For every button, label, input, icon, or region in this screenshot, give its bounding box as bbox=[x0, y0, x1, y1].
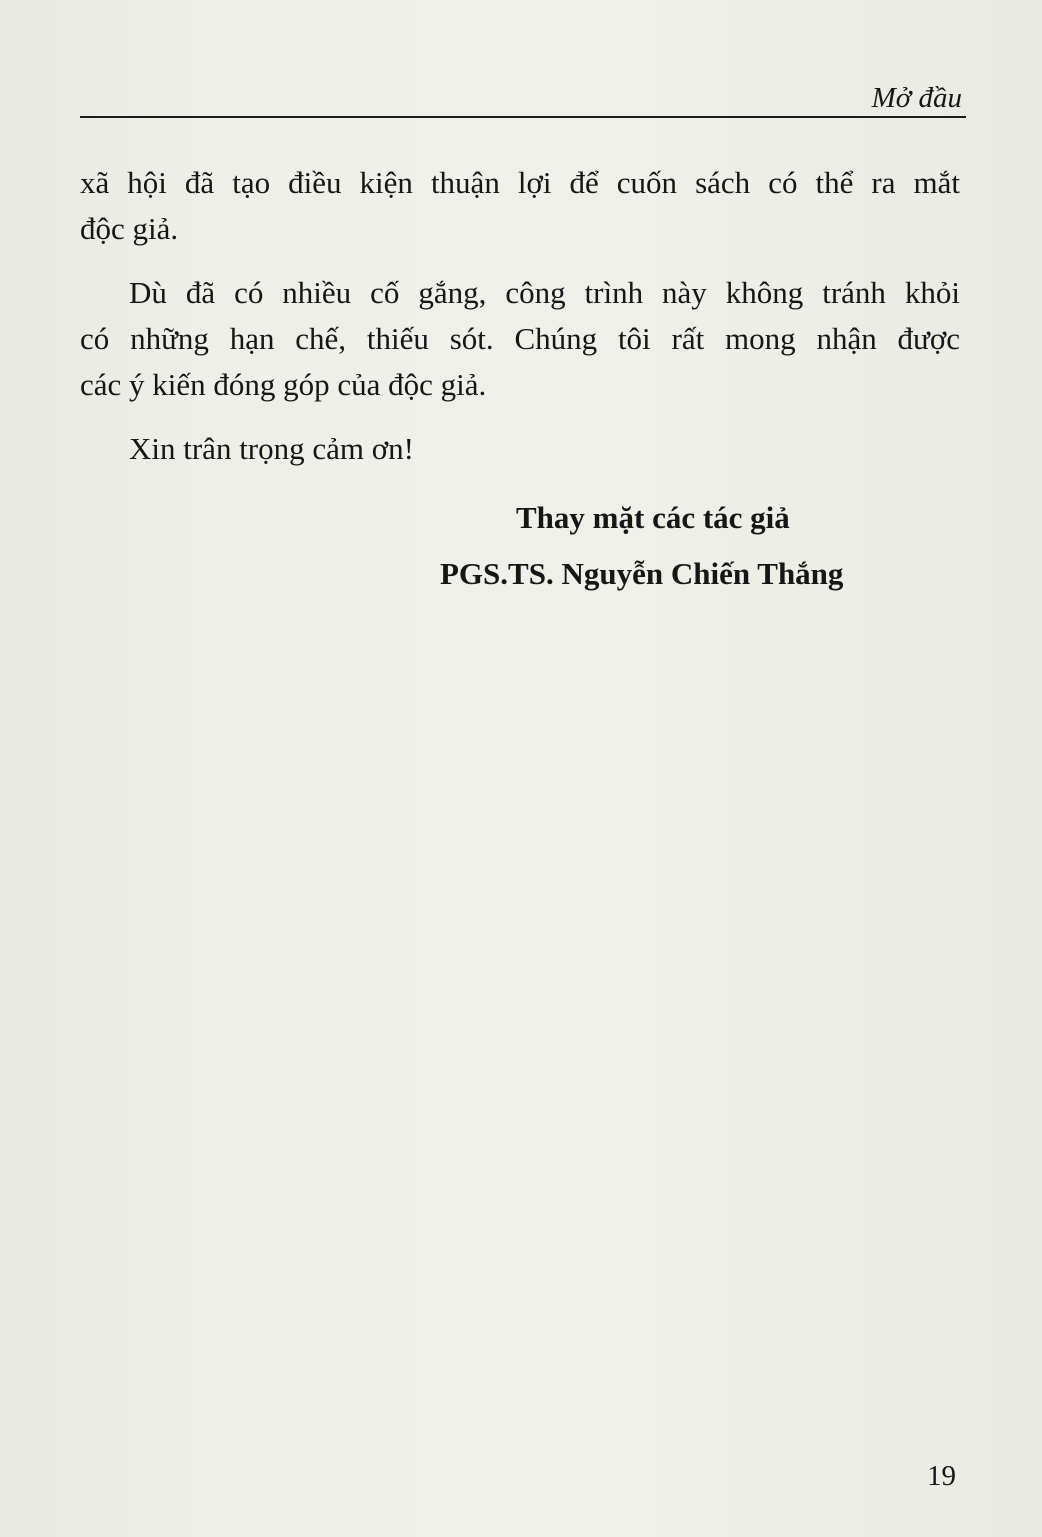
paragraph-line: xã hội đã tạo điều kiện thuận lợi để cuốn sách có thể ra mắt bbox=[80, 165, 960, 200]
thanks-line: Xin trân trọng cảm ơn! bbox=[129, 431, 414, 466]
signature-author-name: PGS.TS. Nguyễn Chiến Thắng bbox=[440, 556, 844, 591]
page-number: 19 bbox=[927, 1460, 956, 1492]
paragraph-line: các ý kiến đóng góp của độc giả. bbox=[80, 367, 487, 402]
running-header: Mở đầu bbox=[871, 82, 962, 114]
signature-on-behalf: Thay mặt các tác giả bbox=[516, 500, 790, 535]
body-text bbox=[80, 160, 960, 472]
paragraph-line: có những hạn chế, thiếu sót. Chúng tôi rất mong nhận được bbox=[80, 321, 960, 356]
paragraph-line: độc giả. bbox=[80, 211, 179, 246]
header-rule bbox=[80, 116, 966, 118]
paragraph-line: Dù đã có nhiều cố gắng, công trình này không tránh khỏi bbox=[129, 275, 960, 310]
